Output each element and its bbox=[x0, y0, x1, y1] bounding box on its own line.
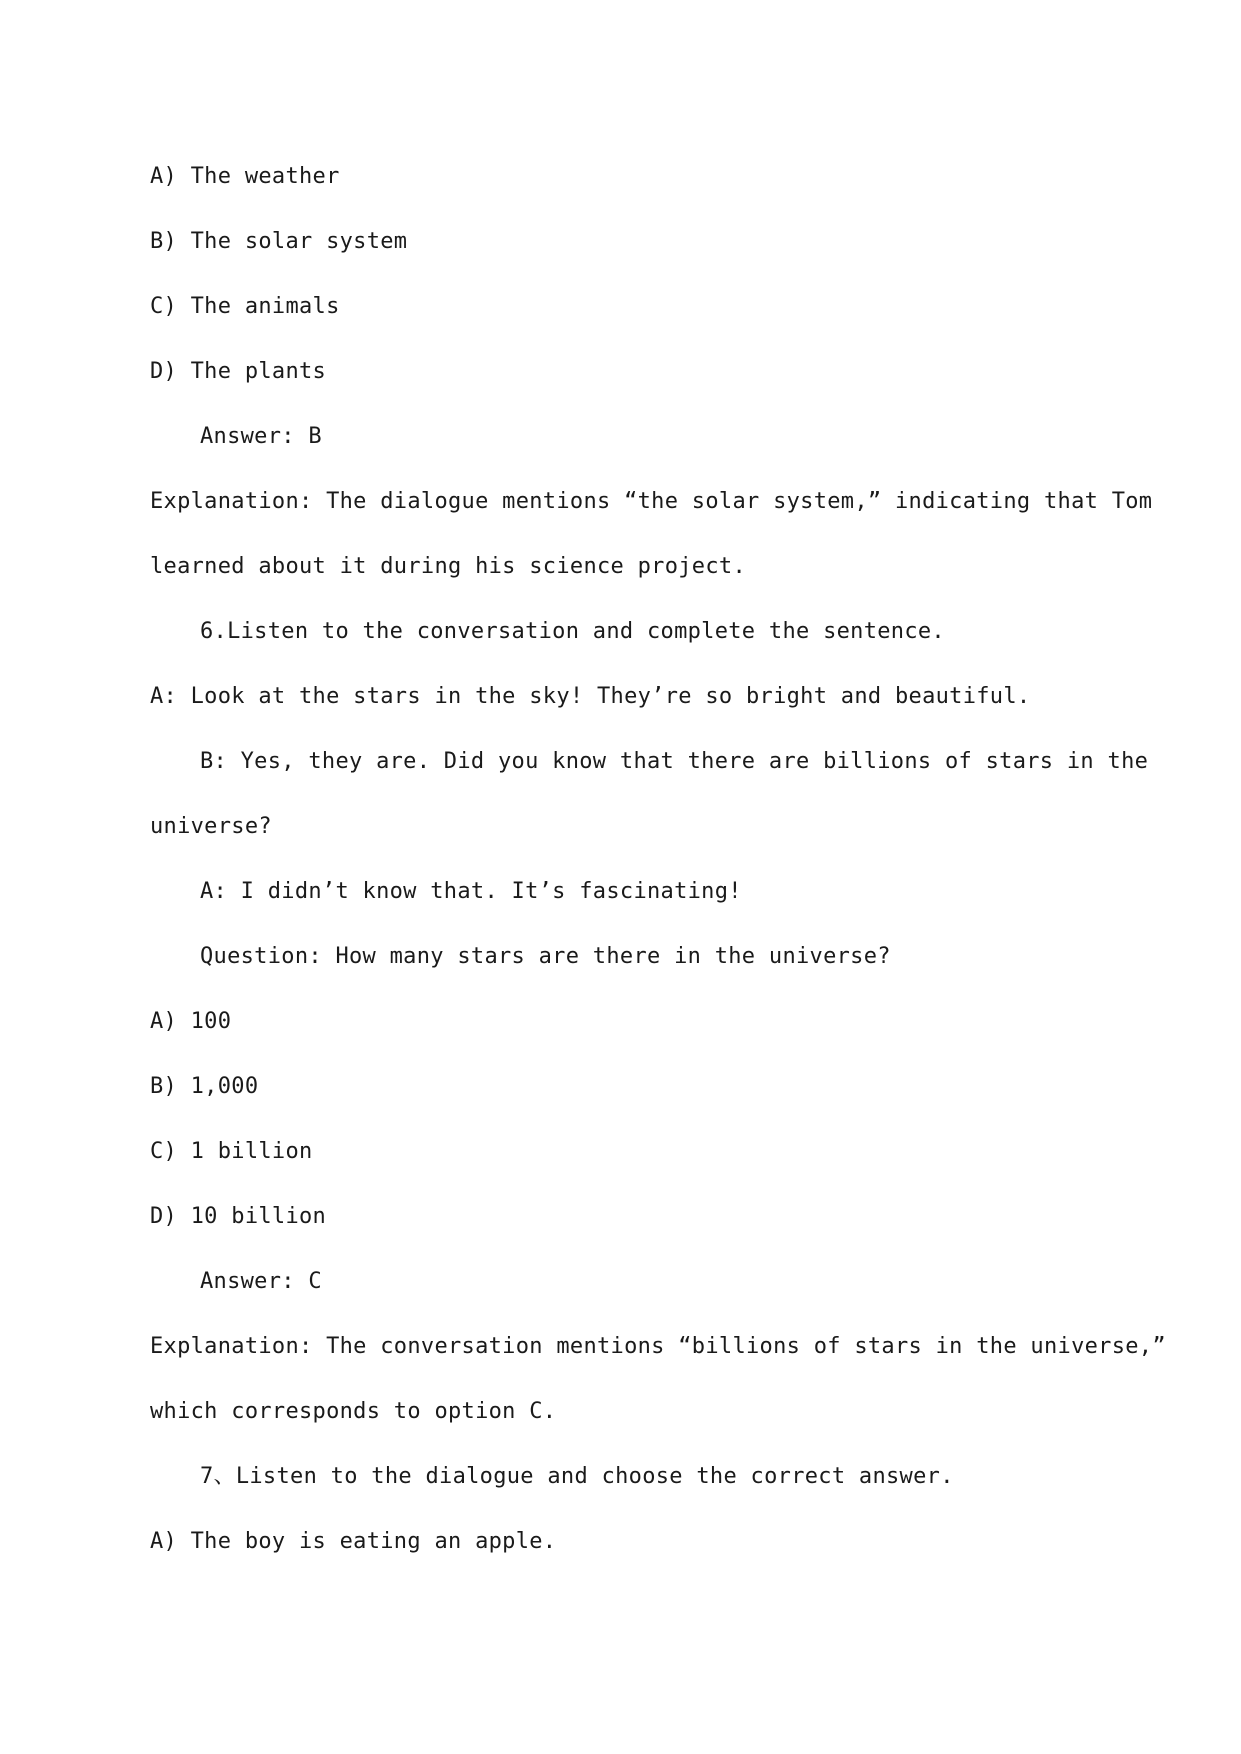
q6-option-d: D) 10 billion bbox=[150, 1204, 327, 1229]
q6-explanation-line2: which corresponds to option C. bbox=[150, 1399, 557, 1424]
q6-option-b: B) 1,000 bbox=[150, 1074, 259, 1099]
q5-option-b: B) The solar system bbox=[150, 229, 408, 254]
q5-option-a: A) The weather bbox=[150, 164, 340, 189]
q5-explanation-line2: learned about it during his science project. bbox=[150, 554, 746, 579]
q6-dialogue-b1-line1: B: Yes, they are. Did you know that there are billions of stars in the bbox=[200, 749, 1149, 774]
q5-option-d: D) The plants bbox=[150, 359, 327, 384]
q6-option-a: A) 100 bbox=[150, 1009, 232, 1034]
q6-instruction: 6.Listen to the conversation and complete the sentence. bbox=[200, 619, 945, 644]
document-page bbox=[150, 144, 1166, 1574]
q6-option-c: C) 1 billion bbox=[150, 1139, 313, 1164]
q6-dialogue-b1-line2: universe? bbox=[150, 814, 272, 839]
q6-dialogue-a2: A: I didn’t know that. It’s fascinating! bbox=[200, 879, 742, 904]
q5-option-c: C) The animals bbox=[150, 294, 340, 319]
q6-answer: Answer: C bbox=[200, 1269, 322, 1294]
q5-explanation-line1: Explanation: The dialogue mentions “the solar system,” indicating that Tom bbox=[150, 489, 1153, 514]
q7-option-a: A) The boy is eating an apple. bbox=[150, 1529, 557, 1554]
q7-instruction: 7、Listen to the dialogue and choose the correct answer. bbox=[200, 1464, 954, 1489]
q6-question: Question: How many stars are there in the universe? bbox=[200, 944, 891, 969]
q6-dialogue-a1: A: Look at the stars in the sky! They’re so bright and beautiful. bbox=[150, 684, 1031, 709]
q6-explanation-line1: Explanation: The conversation mentions “billions of stars in the universe,” bbox=[150, 1334, 1166, 1359]
q5-answer: Answer: B bbox=[200, 424, 322, 449]
